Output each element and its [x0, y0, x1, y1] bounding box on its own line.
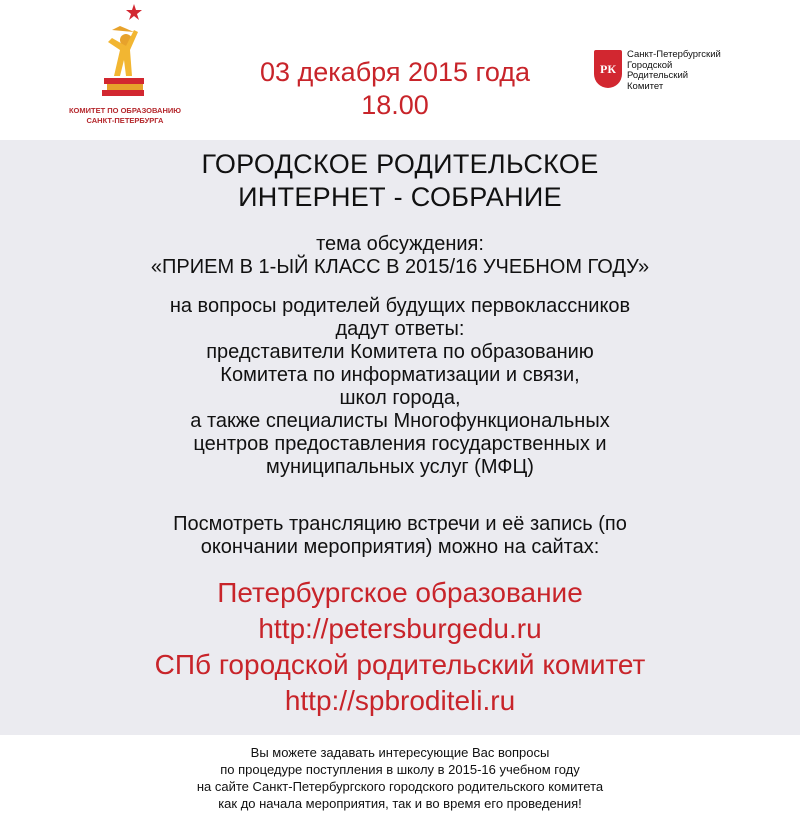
education-figure-icon [90, 2, 160, 106]
site-link-petersburgedu[interactable]: http://petersburgedu.ru [258, 613, 542, 644]
footer-line: по процедуре поступления в школу в 2015-16 учебном году [220, 762, 580, 777]
right-logo-line: Городской [627, 59, 673, 71]
rk-shield-icon [594, 50, 622, 88]
answerer-line: школ города, [339, 387, 461, 409]
answerers-intro-line: дадут ответы: [335, 318, 465, 340]
broadcast-info [0, 513, 800, 559]
event-title [0, 148, 800, 214]
broadcast-line: Посмотреть трансляцию встречи и её запись (по [173, 513, 627, 535]
header [0, 0, 800, 140]
right-logo-line: Комитет [627, 80, 664, 92]
answerer-line: Комитета по информатизации и связи, [220, 364, 580, 386]
site-name-spbroditeli: СПб городской родительский комитет [154, 649, 646, 680]
footer-line: на сайте Санкт-Петербургского городского родительского комитета [196, 779, 604, 794]
topic-text: «ПРИЕМ В 1-ЫЙ КЛАСС В 2015/16 УЧЕБНОМ ГОДУ» [150, 256, 650, 278]
site-name-petersburgedu: Петербургское образование [217, 577, 583, 608]
event-time: 18.00 [361, 90, 429, 120]
answerer-line: муниципальных услуг (МФЦ) [266, 456, 534, 478]
title-line: ИНТЕРНЕТ - СОБРАНИЕ [238, 182, 562, 212]
answerers-block [0, 295, 800, 479]
footer-note [0, 744, 800, 812]
answerers-intro-line: на вопросы родителей будущих первоклассников [169, 295, 631, 317]
footer-line: Вы можете задавать интересующие Вас вопросы [250, 745, 550, 760]
parents-committee-name [627, 50, 721, 92]
broadcast-line: окончании мероприятия) можно на сайтах: [200, 536, 600, 558]
sites-list [0, 575, 800, 719]
event-date: 03 декабря 2015 года [259, 57, 531, 87]
right-logo-line: Санкт-Петербургский [627, 49, 721, 60]
footer-line: как до начала мероприятия, так и во время его проведения! [218, 796, 582, 811]
title-line: ГОРОДСКОЕ РОДИТЕЛЬСКОЕ [201, 149, 599, 179]
education-committee-logo [55, 2, 195, 134]
answerer-line: центров предоставления государственных и [193, 433, 607, 455]
answerer-line: а также специалисты Многофункциональных [190, 410, 610, 432]
topic-block [0, 233, 800, 279]
left-logo-caption-line1: КОМИТЕТ ПО ОБРАЗОВАНИЮ [68, 106, 182, 115]
site-link-spbroditeli[interactable]: http://spbroditeli.ru [284, 685, 516, 716]
topic-label: тема обсуждения: [316, 233, 484, 255]
right-logo-line: Родительский [627, 70, 689, 81]
parents-committee-logo [594, 50, 794, 100]
rk-mark-text: РК [599, 62, 617, 76]
event-datetime [200, 56, 590, 122]
answerer-line: представители Комитета по образованию [206, 341, 594, 363]
left-logo-caption-line2: САНКТ-ПЕТЕРБУРГА [86, 116, 164, 125]
